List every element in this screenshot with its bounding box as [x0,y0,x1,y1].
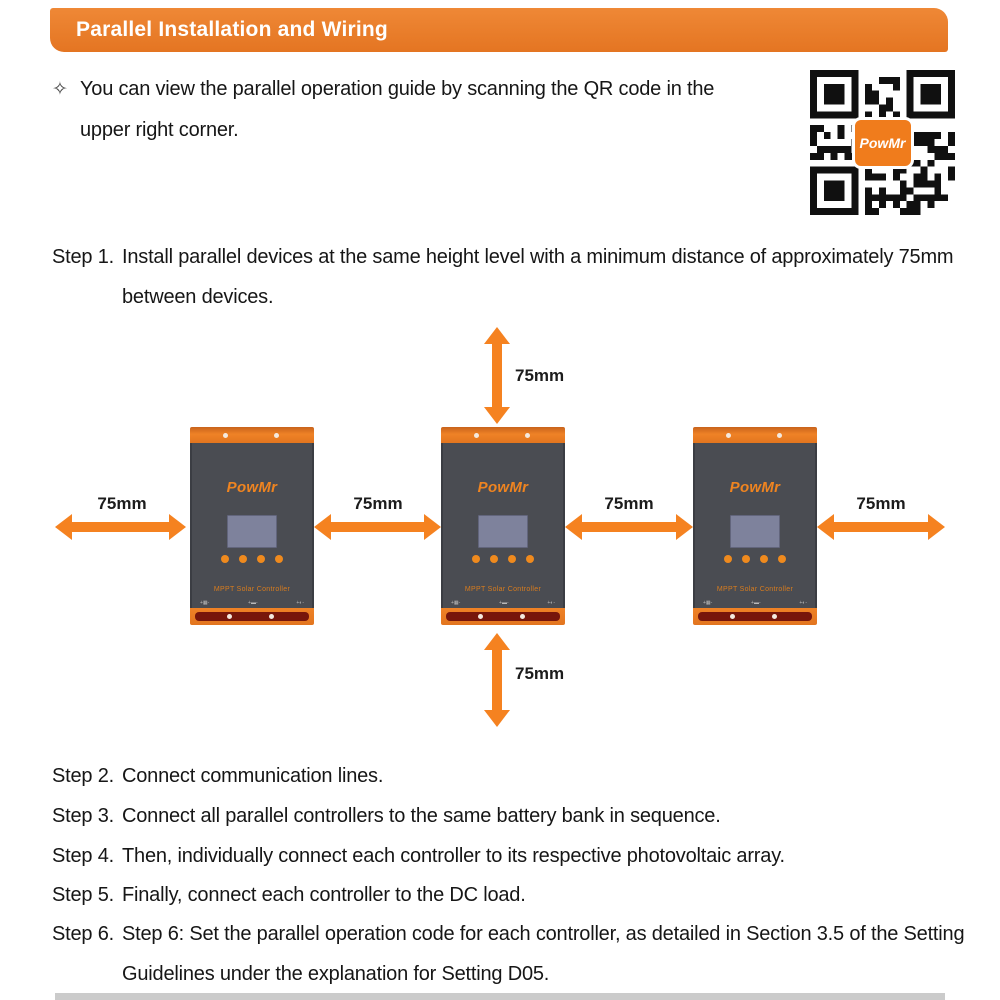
section-title: Parallel Installation and Wiring [76,18,388,41]
button-row [695,555,815,563]
diamond-bullet-icon: ✧ [52,79,68,100]
spacing-arrow-bottom [484,633,510,727]
spacing-label-left-outer: 75mm [97,494,147,513]
screw-icon [269,614,274,619]
spacing-arrow-left-outer [55,514,186,540]
step-text: Connect all parallel controllers to the same battery bank in sequence. [122,805,721,827]
model-label: MPPT Solar Controller [464,586,542,593]
battery-terminal-label: +▬- [248,600,258,606]
step-label: Step 2. [52,765,114,787]
qr-code [810,70,955,215]
step-label: Step 6. [52,923,114,945]
model-label: MPPT Solar Controller [213,586,291,593]
mounting-bracket-bottom [441,608,565,625]
terminal-labels [451,600,555,606]
step-text: Then, individually connect each controller to its respective photovoltaic array. [122,845,785,867]
button-row [192,555,312,563]
load-terminal-label: +◐- [296,600,304,606]
intro-text-line2: upper right corner. [80,119,239,141]
screw-icon [726,433,731,438]
lcd-screen [227,515,277,548]
controller-unit-3 [693,427,817,625]
mounting-bracket-top [190,427,314,443]
spacing-label-top: 75mm [515,366,565,385]
terminal-labels [703,600,807,606]
step-row-1 [52,237,967,317]
lcd-screen [730,515,780,548]
step-row-4 [52,836,967,876]
screw-icon [474,433,479,438]
pv-terminal-label: +▦- [703,600,713,606]
bracket-band [195,612,309,621]
battery-terminal-label: +▬- [751,600,761,606]
screw-icon [478,614,483,619]
step-text: Step 6: Set the parallel operation code for each controller, as detailed in Section 3.5 of the Setting Guidelines under the explanation for Setting D05. [122,923,965,985]
step-label: Step 4. [52,845,114,867]
screw-icon [274,433,279,438]
brand-logo-badge: PowMr [852,117,914,169]
terminal-labels [200,600,304,606]
intro-text-line1: You can view the parallel operation guide by scanning the QR code in the [80,78,715,100]
bracket-band [698,612,812,621]
spacing-arrow-gap1 [314,514,441,540]
mounting-bracket-bottom [693,608,817,625]
screw-icon [777,433,782,438]
step-row-2 [52,756,967,796]
screw-icon [525,433,530,438]
pv-terminal-label: +▦- [451,600,461,606]
step-row-3 [52,796,967,836]
controller-unit-2 [441,427,565,625]
section-header-banner [50,8,948,52]
controller-body [693,443,817,608]
spacing-arrow-top [484,327,510,424]
mounting-bracket-top [693,427,817,443]
page-edge-divider [55,993,945,1000]
spacing-label-bottom: 75mm [515,664,565,683]
screw-icon [730,614,735,619]
lcd-screen [478,515,528,548]
load-terminal-label: +◐- [799,600,807,606]
step-row-6 [52,914,967,994]
load-terminal-label: +◐- [547,600,555,606]
mounting-bracket-bottom [190,608,314,625]
controller-body [441,443,565,608]
controller-body [190,443,314,608]
mounting-bracket-top [441,427,565,443]
step-label: Step 5. [52,884,114,906]
model-label: MPPT Solar Controller [716,586,794,593]
step-text: Finally, connect each controller to the DC load. [122,884,526,906]
step-text: Connect communication lines. [122,765,384,787]
spacing-arrow-right-outer [817,514,945,540]
button-row [443,555,563,563]
brand-logo: PowMr [477,479,529,496]
screw-icon [520,614,525,619]
step-label: Step 1. [52,246,114,268]
spacing-label-gap1: 75mm [353,494,403,513]
spacing-label-gap2: 75mm [604,494,654,513]
step-label: Step 3. [52,805,114,827]
brand-logo: PowMr [226,479,278,496]
controller-unit-1 [190,427,314,625]
pv-terminal-label: +▦- [200,600,210,606]
spacing-arrow-gap2 [565,514,693,540]
battery-terminal-label: +▬- [499,600,509,606]
screw-icon [223,433,228,438]
brand-logo: PowMr [729,479,781,496]
step-row-5 [52,875,967,915]
step-text: Install parallel devices at the same height level with a minimum distance of approximately 75mm between devices. [122,246,954,308]
screw-icon [227,614,232,619]
bracket-band [446,612,560,621]
screw-icon [772,614,777,619]
spacing-label-right-outer: 75mm [856,494,906,513]
